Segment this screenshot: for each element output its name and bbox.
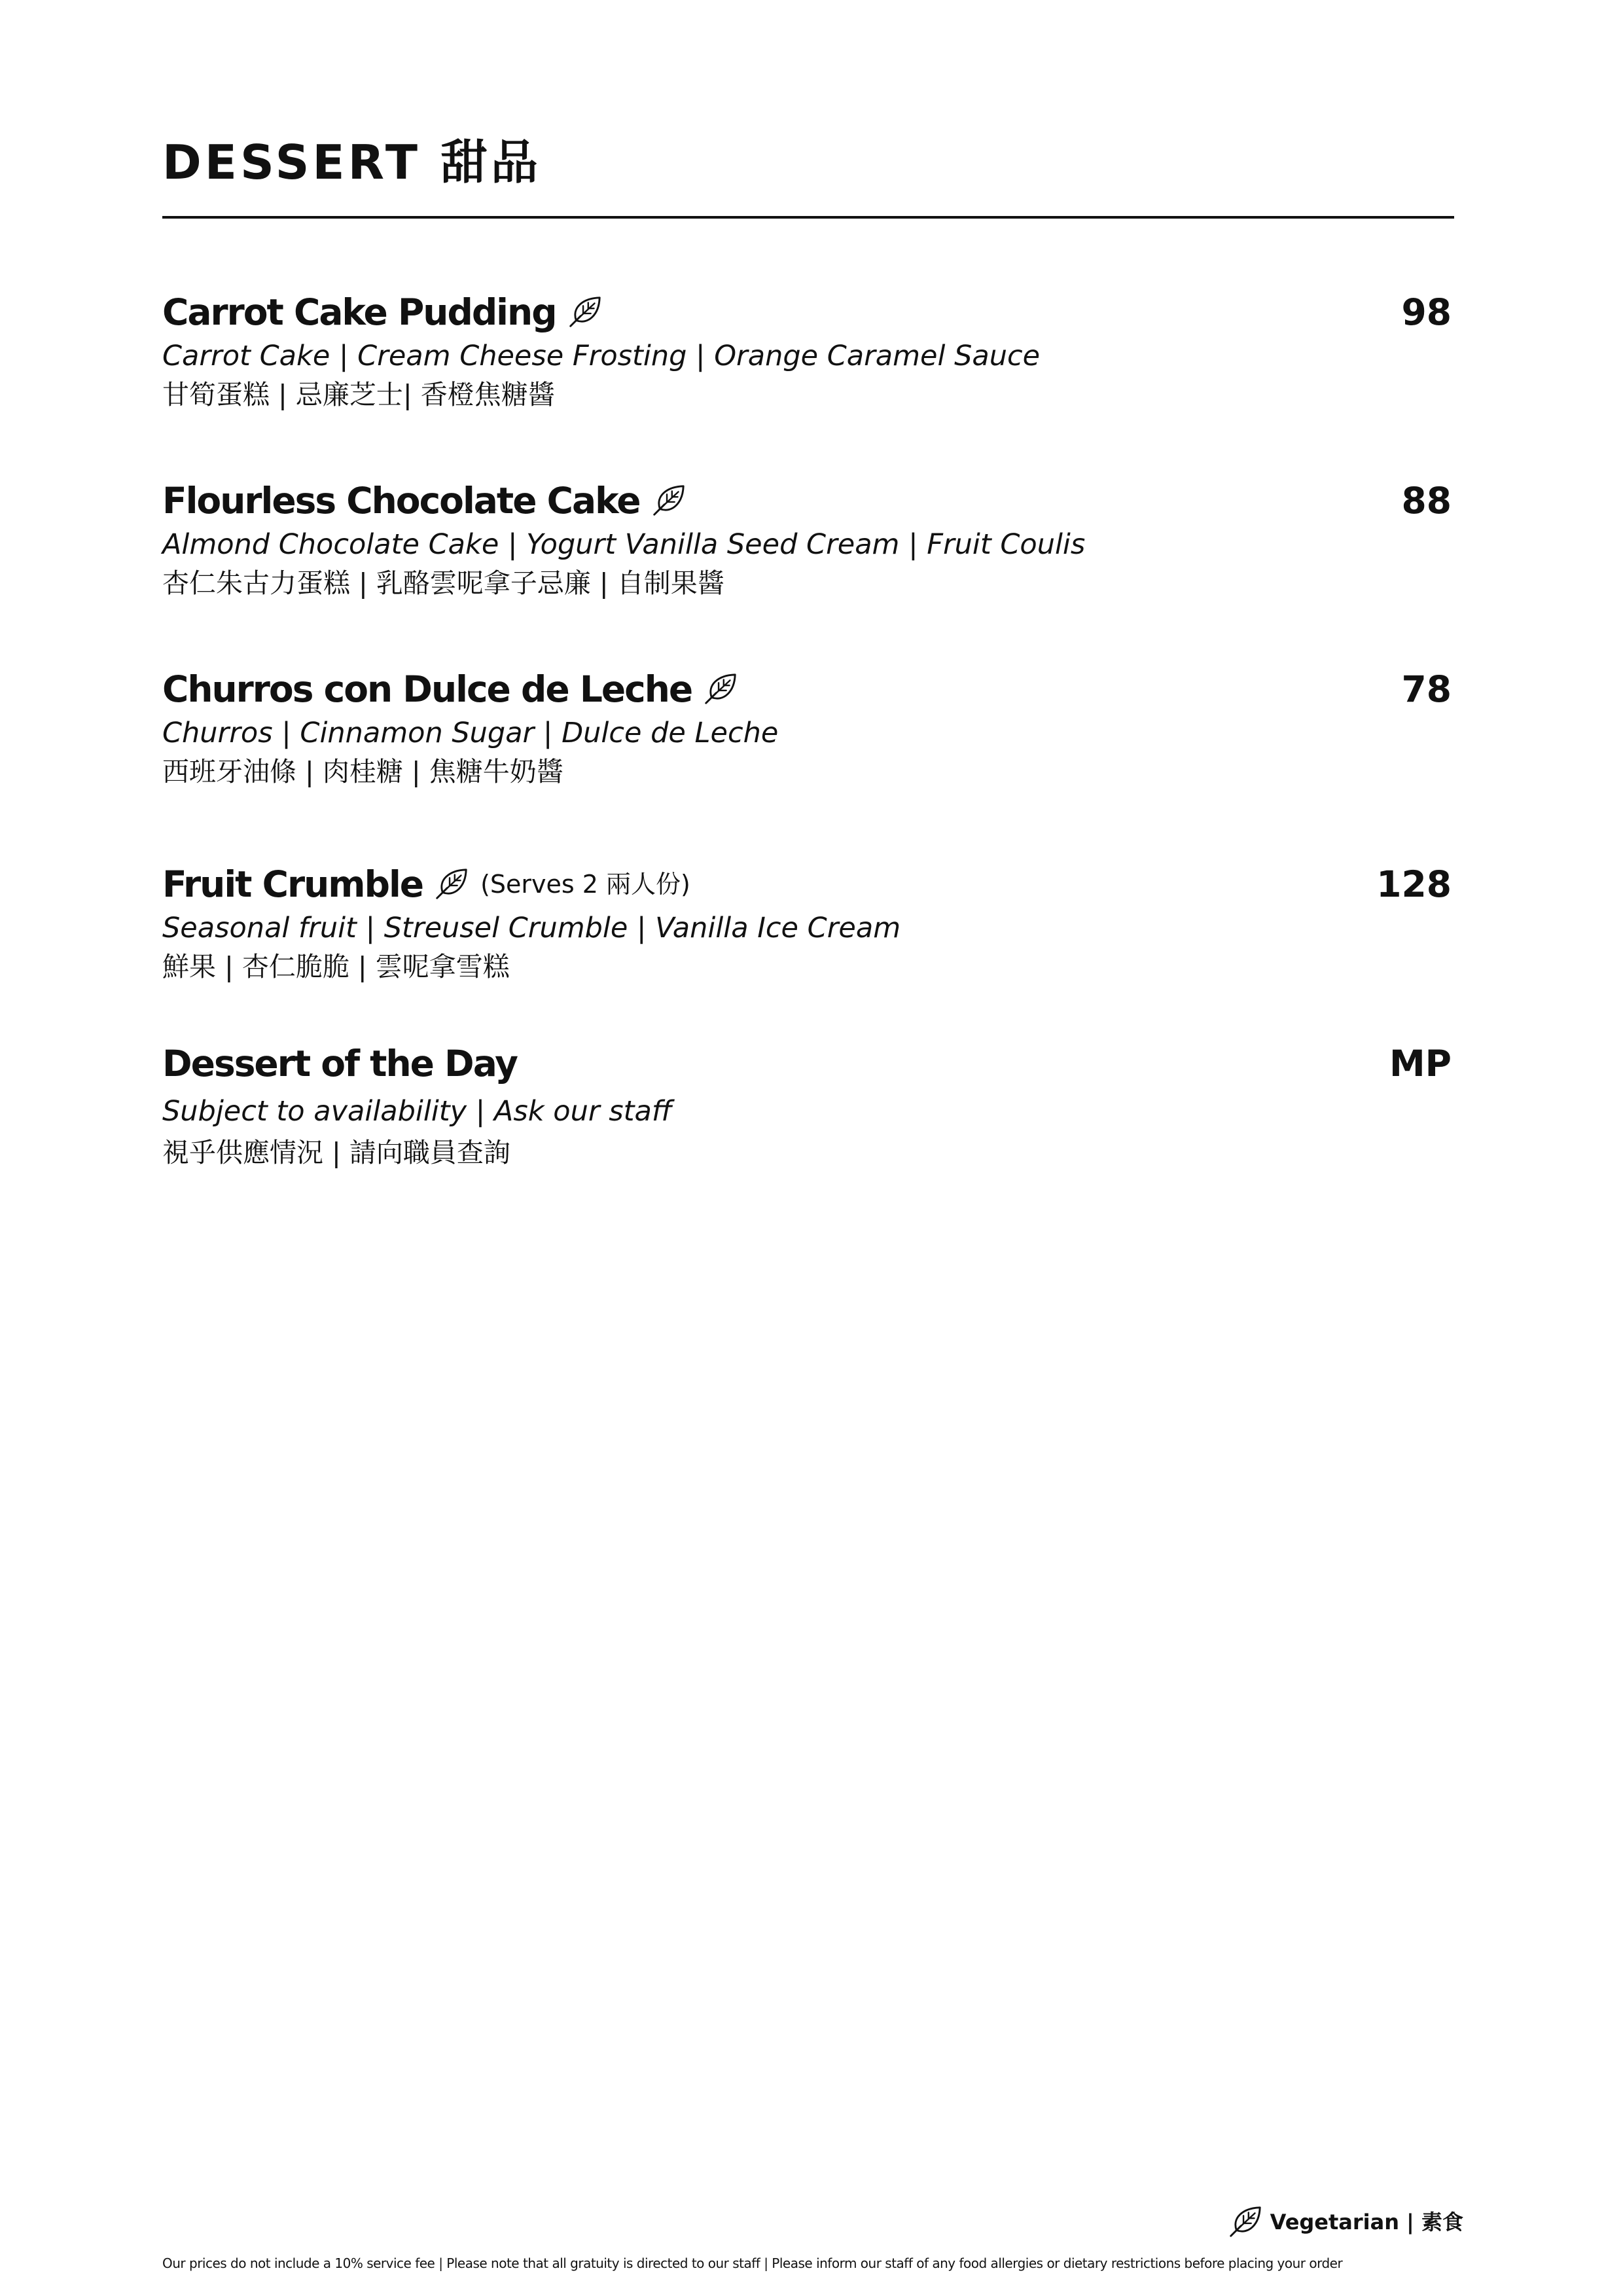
item-price: 78 xyxy=(1401,668,1452,710)
legend-label: Vegetarian | 素食 xyxy=(1270,2210,1463,2234)
menu-item-header xyxy=(162,664,1454,715)
menu-item xyxy=(162,475,1454,602)
leaf-icon xyxy=(649,482,687,520)
menu-item xyxy=(162,287,1454,414)
item-description-en: Churros | Cinnamon Sugar | Dulce de Leche xyxy=(162,717,779,749)
item-description-en: Almond Chocolate Cake | Yogurt Vanilla Seed Cream | Fruit Coulis xyxy=(162,528,1086,561)
item-name: Churros con Dulce de Leche xyxy=(162,668,692,710)
item-price: 88 xyxy=(1401,480,1452,522)
menu-item-header xyxy=(162,859,1454,910)
item-description-en: Subject to availability | Ask our staff xyxy=(162,1095,672,1128)
menu-item-header xyxy=(162,1038,1454,1089)
menu-header xyxy=(162,135,1454,190)
item-description-zh: 甘筍蛋糕 | 忌廉芝士| 香橙焦糖醬 xyxy=(162,379,555,410)
menu-item xyxy=(162,1038,1454,1172)
footer-note: Our prices do not include a 10% service fee | Please note that all gratuity is directed to our staff | Please inform our staff of any food allergies or dietary restrictions before placing your order xyxy=(162,2255,1343,2271)
page-title: DESSERT 甜品 xyxy=(162,135,541,190)
item-description-zh: 鮮果 | 杏仁脆脆 | 雲呢拿雪糕 xyxy=(162,951,510,982)
vegetarian-legend xyxy=(1226,2199,1463,2245)
header-divider xyxy=(162,216,1454,219)
menu-item xyxy=(162,664,1454,791)
item-description-en: Carrot Cake | Cream Cheese Frosting | Orange Caramel Sauce xyxy=(162,340,1041,372)
item-name: Fruit Crumble xyxy=(162,863,423,905)
menu-item xyxy=(162,859,1454,986)
item-price: MP xyxy=(1389,1043,1452,1085)
item-description-en: Seasonal fruit | Streusel Crumble | Vanilla Ice Cream xyxy=(162,912,901,944)
leaf-icon xyxy=(701,670,739,708)
leaf-icon xyxy=(432,865,470,903)
item-name: Dessert of the Day xyxy=(162,1043,517,1085)
item-name: Flourless Chocolate Cake xyxy=(162,480,640,522)
item-description-zh: 杏仁朱古力蛋糕 | 乳酪雲呢拿子忌廉 | 自制果醬 xyxy=(162,567,724,599)
menu-item-header xyxy=(162,475,1454,526)
menu-item-header xyxy=(162,287,1454,338)
leaf-icon xyxy=(1226,2203,1264,2241)
item-serves: (Serves 2 兩人份) xyxy=(480,870,690,899)
item-description-zh: 視乎供應情況 | 請向職員查詢 xyxy=(162,1137,510,1168)
leaf-icon xyxy=(565,293,603,331)
item-price: 98 xyxy=(1401,291,1452,333)
item-description-zh: 西班牙油條 | 肉桂糖 | 焦糖牛奶醬 xyxy=(162,756,563,787)
item-price: 128 xyxy=(1376,863,1452,905)
item-name: Carrot Cake Pudding xyxy=(162,291,556,333)
